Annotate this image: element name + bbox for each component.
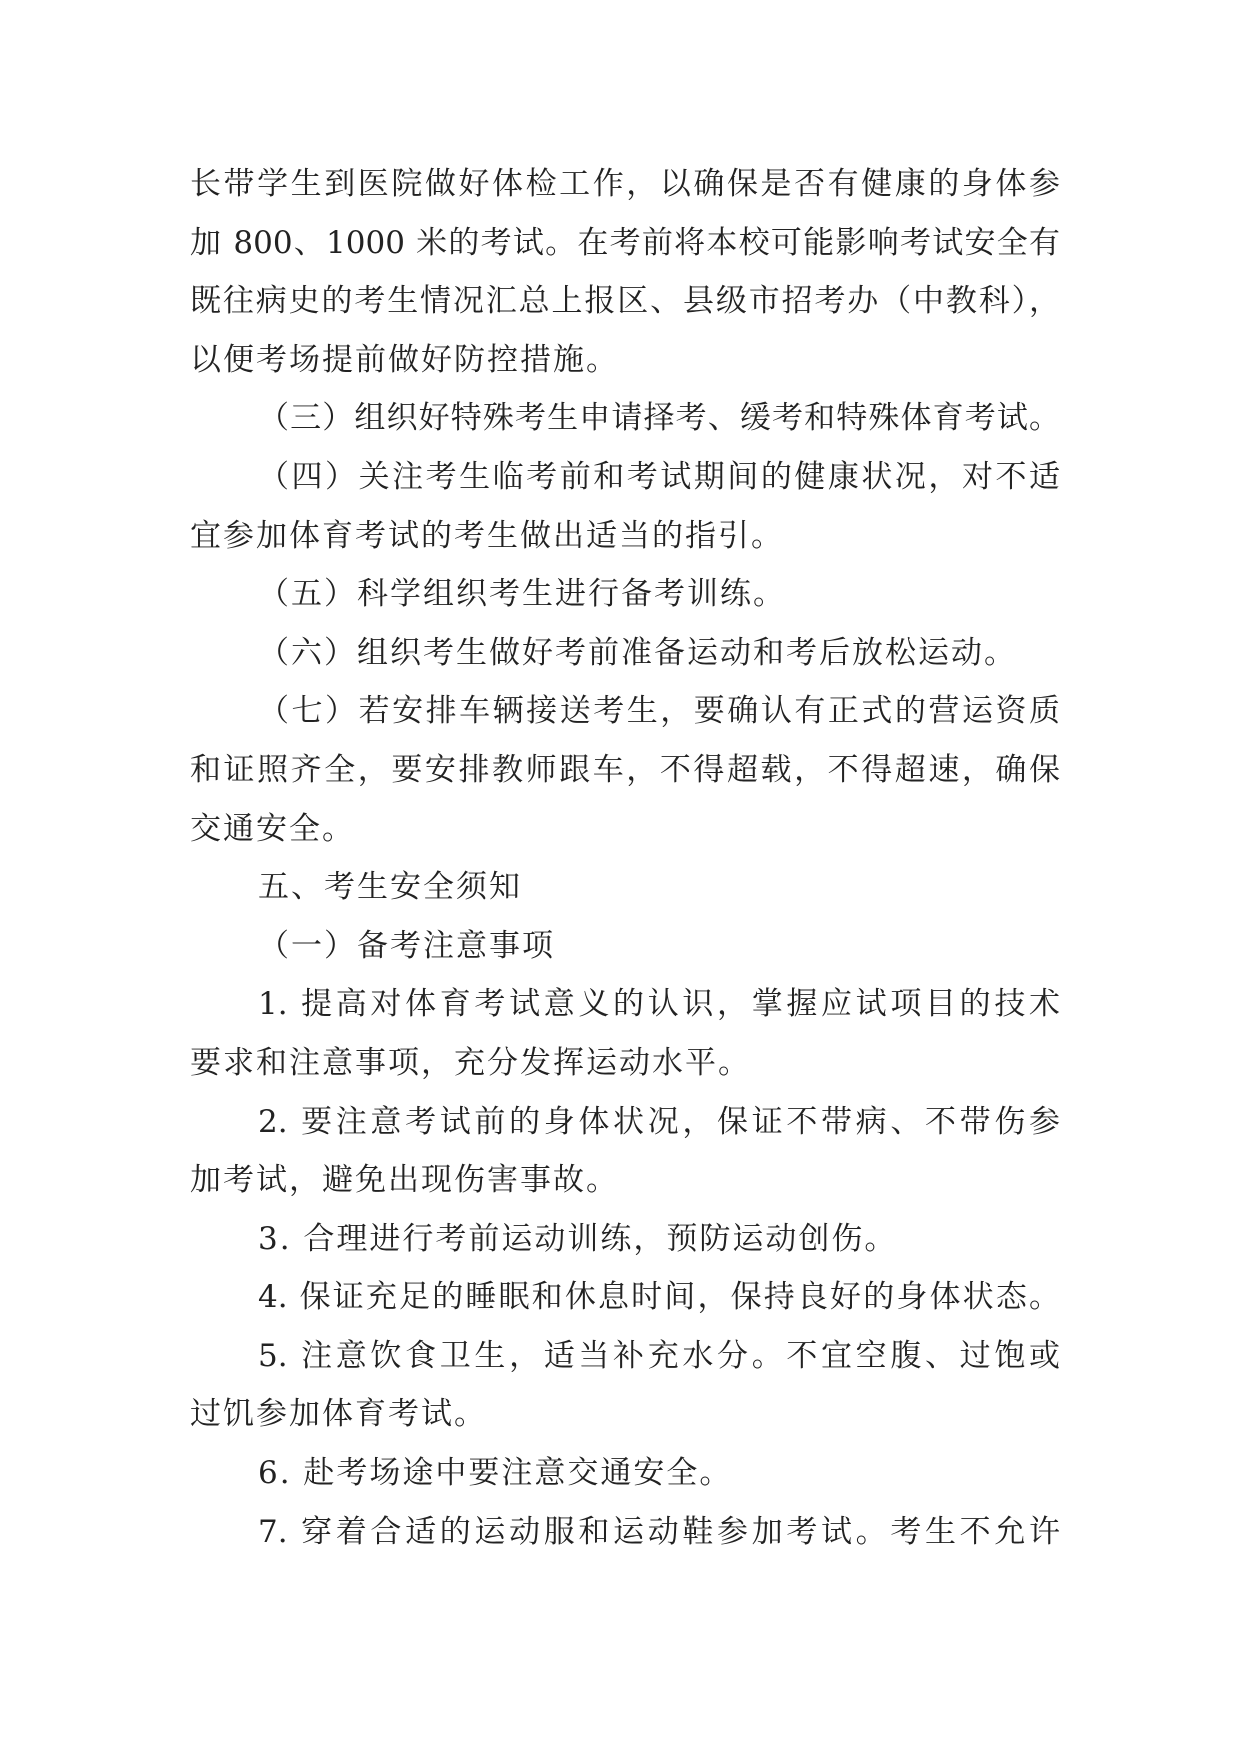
text-line: （四）关注考生临考前和考试期间的健康状况，对不适 <box>258 458 1060 495</box>
text-line: 1. 提高对体育考试意义的认识，掌握应试项目的技术 <box>258 986 1060 1023</box>
text-line: 交通安全。 <box>190 810 355 847</box>
text-line: 五、考生安全须知 <box>258 869 522 906</box>
text-line: 7. 穿着合适的运动服和运动鞋参加考试。考生不允许 <box>258 1513 1060 1550</box>
text-line: 4. 保证充足的睡眠和休息时间，保持良好的身体状态。 <box>258 1279 1060 1316</box>
text-line: （六）组织考生做好考前准备运动和考后放松运动。 <box>258 634 1017 671</box>
text-line: 3. 合理进行考前运动训练，预防运动创伤。 <box>258 1220 898 1257</box>
text-line: （一）备考注意事项 <box>258 927 555 964</box>
text-line: 长带学生到医院做好体检工作，以确保是否有健康的身体参 <box>190 166 1060 202</box>
text-line: （三）组织好特殊考生申请择考、缓考和特殊体育考试。 <box>258 400 1060 437</box>
text-line: 宜参加体育考试的考生做出适当的指引。 <box>190 517 784 554</box>
text-line: 要求和注意事项，充分发挥运动水平。 <box>190 1044 751 1081</box>
text-line: 过饥参加体育考试。 <box>190 1396 487 1433</box>
text-line: 6. 赴考场途中要注意交通安全。 <box>258 1455 733 1492</box>
text-line: 5. 注意饮食卫生，适当补充水分。不宜空腹、过饱或 <box>258 1337 1060 1374</box>
text-line: （七）若安排车辆接送考生，要确认有正式的营运资质 <box>258 693 1060 730</box>
text-line: 加考试，避免出现伤害事故。 <box>190 1162 619 1199</box>
text-line: （五）科学组织考生进行备考训练。 <box>258 576 786 613</box>
text-line: 加 800、1000 米的考试。在考前将本校可能影响考试安全有 <box>190 224 1060 261</box>
document-body <box>190 155 1060 1561</box>
text-line: 以便考场提前做好防控措施。 <box>190 341 619 378</box>
text-line: 2. 要注意考试前的身体状况，保证不带病、不带伤参 <box>258 1103 1060 1140</box>
text-line: 既往病史的考生情况汇总上报区、县级市招考办（中教科）， <box>190 283 1060 320</box>
text-line: 和证照齐全，要安排教师跟车，不得超载，不得超速，确保 <box>190 751 1060 788</box>
